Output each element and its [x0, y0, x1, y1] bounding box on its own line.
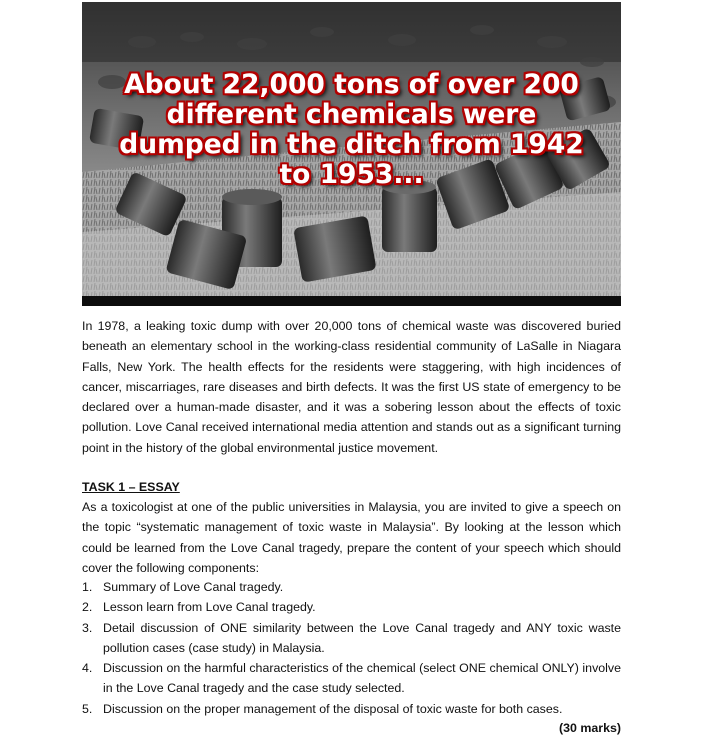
- item-text: Detail discussion of ONE similarity between the Love Canal tragedy and ANY toxic waste pollution cases (case study) in Malaysia.: [103, 620, 621, 655]
- item-text: Summary of Love Canal tragedy.: [103, 580, 284, 594]
- task-title: TASK 1 – ESSAY: [82, 480, 180, 494]
- marks-label: (30 marks): [559, 721, 621, 735]
- list-item: [82, 618, 621, 659]
- item-text: Discussion on the harmful characteristics of the chemical (select ONE chemical ONLY) involve in the Love Canal tragedy and the case study selected.: [103, 661, 621, 696]
- intro-paragraph: In 1978, a leaking toxic dump with over 20,000 tons of chemical waste was discovered buried beneath an elementary school in the working-class residential community of LaSalle in Niagara Falls, New York. The health effects for the residents were staggering, with high incidences of cancer, miscarriages, rare diseases and birth defects. It was the first US state of emergency to be declared over a human-made disaster, and it was a sobering lesson about the effects of toxic pollution. Love Canal received international media attention and stands out as a significant turning point in the history of the global environmental justice movement.: [82, 319, 621, 455]
- list-item: [82, 597, 621, 617]
- photo-caption: [82, 70, 621, 190]
- list-item: [82, 699, 621, 719]
- components-list: [82, 577, 621, 719]
- item-text: Lesson learn from Love Canal tragedy.: [103, 600, 316, 615]
- item-number: 4.: [82, 661, 93, 676]
- list-item: [82, 577, 621, 597]
- toxic-barrels-photo: [82, 2, 621, 306]
- list-item: [82, 658, 621, 699]
- item-number: 3.: [82, 620, 93, 635]
- item-number: 1.: [82, 580, 93, 594]
- caption-line: dumped in the ditch from 1942: [119, 129, 584, 160]
- caption-line: different chemicals were: [166, 99, 537, 130]
- item-number: 2.: [82, 600, 93, 615]
- task-description: As a toxicologist at one of the public universities in Malaysia, you are invited to give a speech on the topic “systematic management of toxic waste in Malaysia”. By looking at the lesson which could be learned from the Love Canal tragedy, prepare the content of your speech which should cover the following components:: [82, 500, 621, 575]
- caption-line: to 1953...: [279, 159, 424, 190]
- item-text: Discussion on the proper management of the disposal of toxic waste for both cases.: [103, 701, 563, 716]
- caption-line: About 22,000 tons of over 200: [124, 69, 579, 100]
- item-number: 5.: [82, 701, 93, 716]
